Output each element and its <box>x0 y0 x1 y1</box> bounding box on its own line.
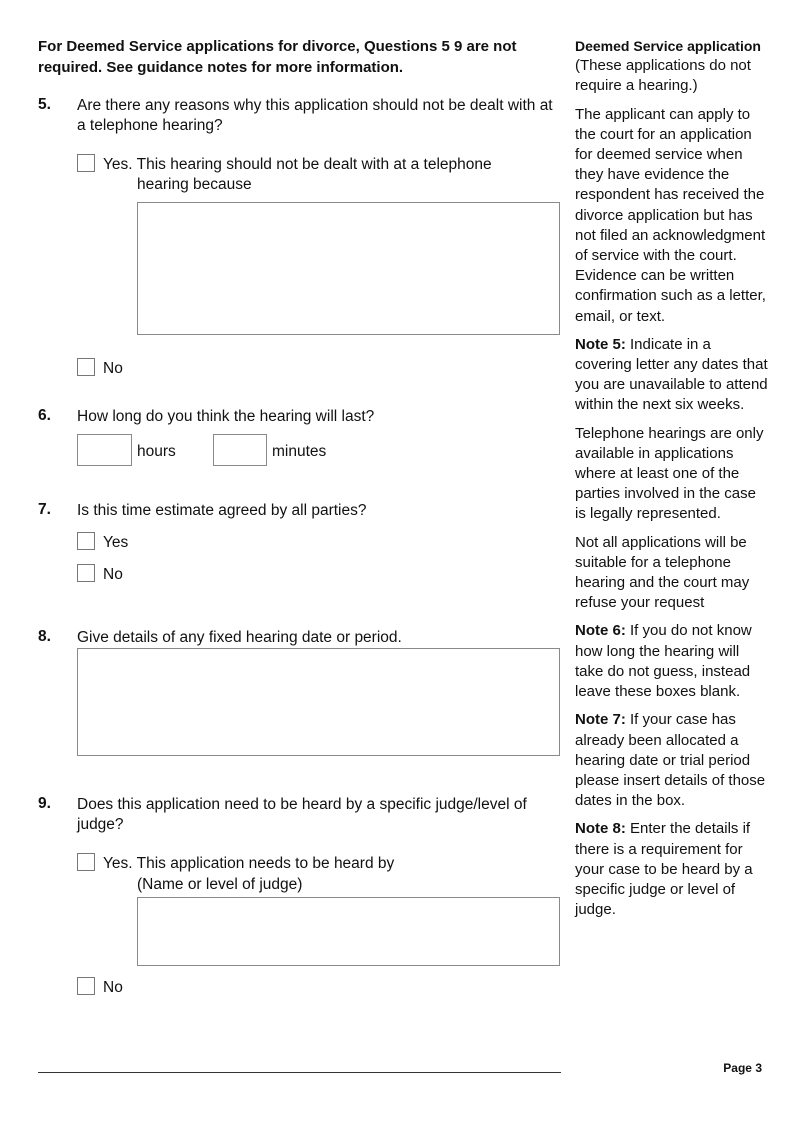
q7-number: 7. <box>38 501 51 518</box>
q5-reason-field[interactable] <box>137 202 560 335</box>
deemed-service-body: The applicant can apply to the court for an application for deemed service when they have evidence the respondent has received the divorce application but has not filed an acknowledgment of service with the court. Evidence can be written confirmation such as a letter, email, or text. <box>575 105 766 325</box>
q9-text: Does this application need to be heard by a specific judge/level of judge? <box>77 796 527 833</box>
deemed-service-title: Deemed Service application <box>575 38 761 54</box>
q9-no-checkbox[interactable] <box>77 977 95 995</box>
note-6 <box>575 621 770 702</box>
deemed-service-subtitle: (These applications do not require a hearing.) <box>575 57 751 95</box>
q9-yes-checkbox[interactable] <box>77 853 95 871</box>
q9-number: 9. <box>38 795 51 812</box>
footer-rule <box>38 1072 561 1073</box>
q7-no-label: No <box>103 566 123 583</box>
note-5-label: Note 5: <box>575 335 626 353</box>
q7-yes-label: Yes <box>103 534 129 551</box>
q7-no-checkbox[interactable] <box>77 564 95 582</box>
q9-no-label: No <box>103 979 123 996</box>
intro-heading: For Deemed Service applications for divorce, Questions 5 9 are not required. See guidance notes for more information. <box>38 38 517 76</box>
not-all-applications-note: Not all applications will be suitable for a telephone hearing and the court may refuse your request <box>575 533 750 612</box>
note-7 <box>575 710 770 811</box>
deemed-service-note <box>575 36 770 97</box>
fixed-hearing-date-field[interactable] <box>77 648 560 756</box>
page-number: Page 3 <box>723 1061 762 1075</box>
note-6-label: Note 6: <box>575 622 626 640</box>
q7-yes-checkbox[interactable] <box>77 532 95 550</box>
q9-yes-label-cont: (Name or level of judge) <box>137 876 303 893</box>
q5-yes-label-cont: hearing because <box>137 176 252 193</box>
note-8-label: Note 8: <box>575 820 626 838</box>
q5-yes-checkbox[interactable] <box>77 154 95 172</box>
q8-number: 8. <box>38 628 51 645</box>
note-8 <box>575 819 770 920</box>
hours-label: hours <box>137 443 176 460</box>
q6-number: 6. <box>38 407 51 424</box>
note-5-text: Indicate in a covering letter any dates that you are unavailable to attend within the next six weeks. <box>575 335 768 414</box>
minutes-label: minutes <box>272 443 327 460</box>
q9-yes-label: Yes. This application needs to be heard by <box>103 855 395 872</box>
q7-text: Is this time estimate agreed by all parties? <box>77 502 367 519</box>
judge-name-field[interactable] <box>137 897 560 966</box>
note-5 <box>575 335 770 416</box>
minutes-field[interactable] <box>213 434 267 466</box>
telephone-hearings-note: Telephone hearings are only available in applications where at least one of the parties involved in the case is legally represented. <box>575 424 764 523</box>
q5-number: 5. <box>38 96 51 113</box>
hours-field[interactable] <box>77 434 132 466</box>
q6-text: How long do you think the hearing will last? <box>77 408 375 425</box>
note-6-text: If you do not know how long the hearing will take do not guess, instead leave these boxes blank. <box>575 622 752 701</box>
q8-text: Give details of any fixed hearing date or period. <box>77 629 402 646</box>
q5-no-checkbox[interactable] <box>77 358 95 376</box>
guidance-sidebar <box>575 36 770 928</box>
note-8-text: Enter the details if there is a requirement for your case to be heard by a specific judge or level of judge. <box>575 820 753 919</box>
note-7-text: If your case has already been allocated a hearing date or trial period please insert details of those dates in the box. <box>575 711 766 810</box>
note-7-label: Note 7: <box>575 711 626 729</box>
q5-yes-label: Yes. This hearing should not be dealt with at a telephone <box>103 156 492 173</box>
q5-text: Are there any reasons why this application should not be dealt with at a telephone hearing? <box>77 97 553 134</box>
q5-no-label: No <box>103 360 123 377</box>
